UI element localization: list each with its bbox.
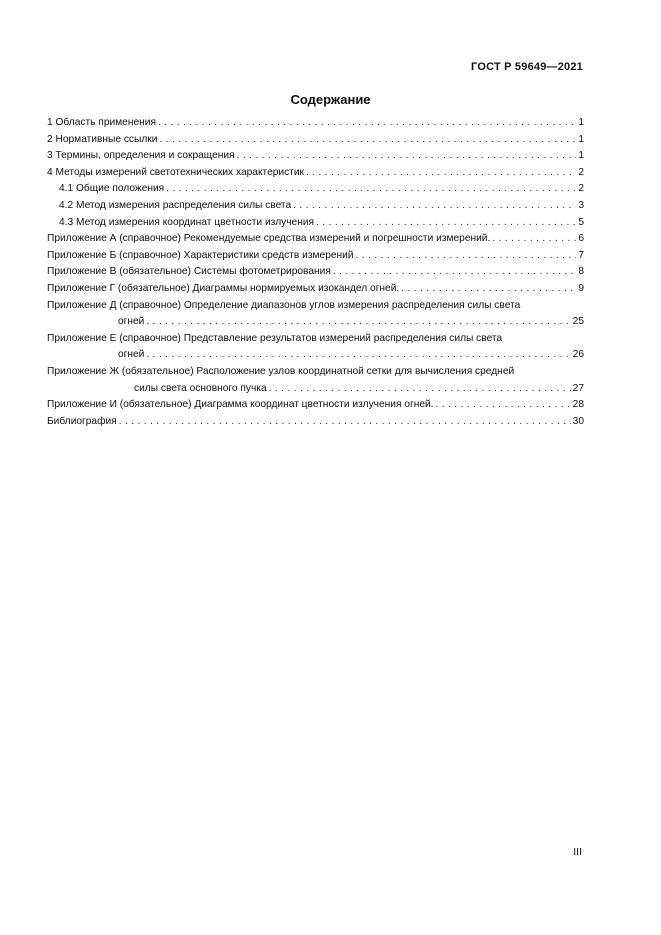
toc-entry-label: Приложение А (справочное) Рекомендуемые средства измерений и погрешности измерений. <box>47 233 491 245</box>
toc-entry[interactable] <box>47 264 584 281</box>
toc-leader-dots <box>356 248 577 265</box>
toc-entry-label: 4.2 Метод измерения распределения силы света <box>59 199 292 211</box>
toc-entry-label: Приложение И (обязательное) Диаграмма координат цветности излучения огней. <box>47 399 434 411</box>
toc-entry-label-line2: огней <box>118 316 145 328</box>
toc-entry-page: 8 <box>578 266 584 278</box>
toc-entry-page: 26 <box>572 349 584 361</box>
toc-leader-dots <box>269 381 571 398</box>
toc-entry-page: 5 <box>578 216 584 228</box>
document-code: ГОСТ Р 59649—2021 <box>471 61 583 73</box>
toc-leader-dots <box>159 132 576 149</box>
toc-entry[interactable] <box>47 215 584 232</box>
toc-leader-dots <box>492 231 576 248</box>
toc-leader-dots <box>293 198 576 215</box>
toc-entry-page: 1 <box>578 133 584 145</box>
toc-entry-page: 2 <box>578 183 584 195</box>
toc-leader-dots <box>119 414 571 431</box>
toc-entry-page: 7 <box>578 249 584 261</box>
table-of-contents <box>47 115 584 430</box>
toc-entry-label-line2: огней <box>118 349 145 361</box>
toc-leader-dots <box>401 281 576 298</box>
toc-leader-dots <box>166 181 576 198</box>
toc-entry-label-line1: Приложение Д (справочное) Определение диапазонов углов измерения распределения силы света <box>47 299 521 311</box>
toc-title: Содержание <box>290 92 371 107</box>
toc-entry[interactable] <box>47 181 584 198</box>
toc-entry[interactable] <box>47 231 584 248</box>
toc-entry-label: 4 Методы измерений светотехнических характеристик <box>47 166 304 178</box>
toc-entry-label: Приложение Б (справочное) Характеристики средств измерений <box>47 249 354 261</box>
toc-entry-page: 2 <box>578 166 584 178</box>
toc-entry[interactable] <box>47 414 584 431</box>
toc-entry[interactable] <box>47 165 584 182</box>
toc-entry-multiline[interactable] <box>47 364 584 397</box>
toc-entry-page: 3 <box>578 199 584 211</box>
toc-entry-label: 3 Термины, определения и сокращения <box>47 150 235 162</box>
toc-entry[interactable] <box>47 248 584 265</box>
toc-entry-label-line1: Приложение Е (справочное) Представление результатов измерений распределения силы света <box>47 332 503 344</box>
toc-entry-label: Библиография <box>47 415 117 427</box>
toc-entry-page: 27 <box>572 382 584 394</box>
toc-leader-dots <box>158 115 576 132</box>
toc-leader-dots <box>333 264 576 281</box>
toc-entry-label: 4.1 Общие положения <box>59 183 165 195</box>
toc-entry-page: 6 <box>578 233 584 245</box>
toc-entry-label: 1 Область применения <box>47 117 156 128</box>
toc-entry[interactable] <box>47 281 584 298</box>
toc-entry[interactable] <box>47 198 584 215</box>
toc-leader-dots <box>436 397 571 414</box>
toc-entry-page: 1 <box>578 150 584 162</box>
toc-entry[interactable] <box>47 115 584 132</box>
toc-entry-label: 4.3 Метод измерения координат цветности излучения <box>59 216 315 228</box>
toc-entry-label: Приложение Г (обязательное) Диаграммы нормируемых изокандел огней. <box>47 282 400 294</box>
page-number: III <box>573 846 582 858</box>
toc-entry-page: 25 <box>572 316 584 328</box>
toc-leader-dots <box>306 165 576 182</box>
toc-leader-dots <box>316 215 576 232</box>
toc-entry-label: 2 Нормативные ссылки <box>47 133 158 145</box>
toc-entry-page: 1 <box>578 117 584 128</box>
toc-entry-page: 30 <box>572 415 584 427</box>
toc-entry-page: 9 <box>578 282 584 294</box>
toc-entry-label: Приложение В (обязательное) Системы фотометрирования <box>47 266 331 278</box>
toc-entry-multiline[interactable] <box>47 298 584 331</box>
toc-entry-multiline[interactable] <box>47 331 584 364</box>
toc-entry[interactable] <box>47 132 584 149</box>
toc-leader-dots <box>146 314 570 331</box>
toc-leader-dots <box>146 347 570 364</box>
toc-entry[interactable] <box>47 397 584 414</box>
toc-leader-dots <box>237 148 577 165</box>
toc-entry-label-line1: Приложение Ж (обязательное) Расположение узлов координатной сетки для вычисления средней <box>47 365 515 377</box>
toc-entry[interactable] <box>47 148 584 165</box>
toc-entry-label-line2: силы света основного пучка <box>134 382 267 394</box>
toc-entry-page: 28 <box>572 399 584 411</box>
